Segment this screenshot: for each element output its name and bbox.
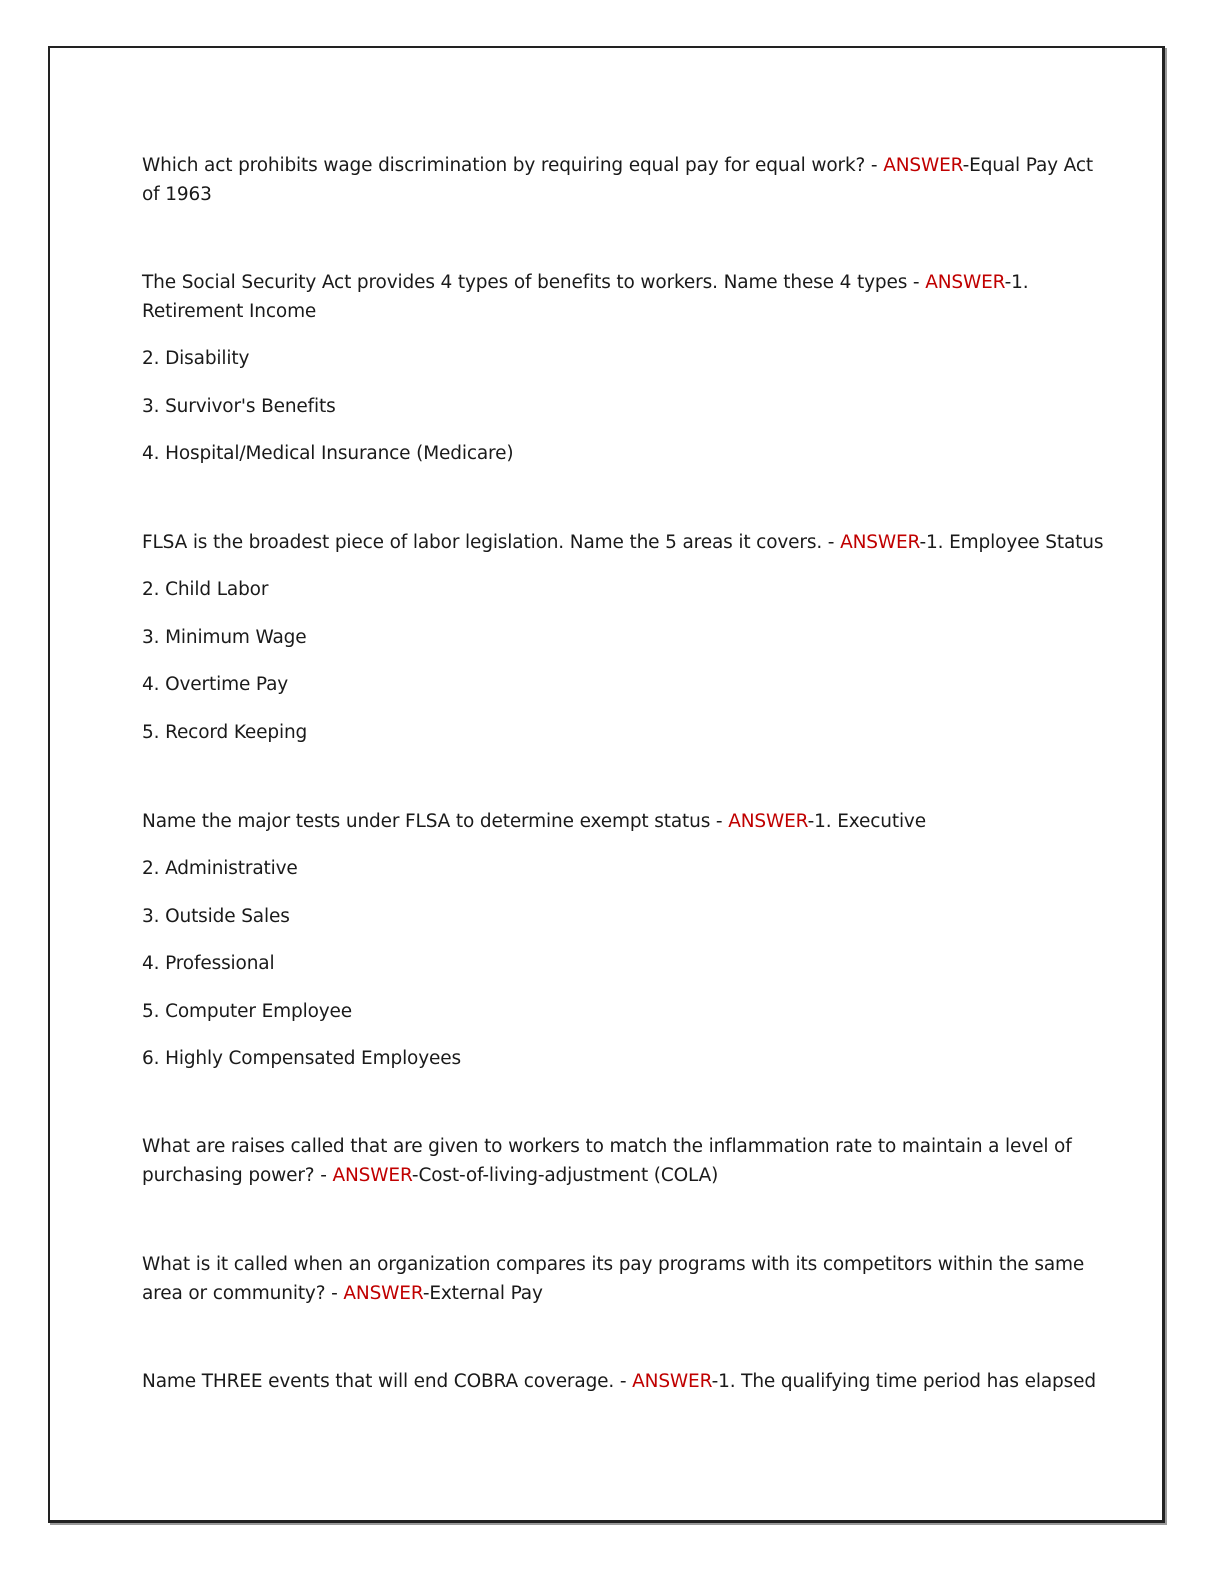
question-4: Name the major tests under FLSA to determine exempt status - ANSWER-1. Executive <box>142 811 926 832</box>
answer-label: ANSWER <box>883 155 963 176</box>
answer-label: ANSWER <box>840 532 920 553</box>
list-item: 3. Minimum Wage <box>142 627 307 648</box>
question-6: What is it called when an organization compares its pay programs with its competitors within the same <box>142 1254 1085 1275</box>
question-3: FLSA is the broadest piece of labor legislation. Name the 5 areas it covers. - ANSWER-1. Employee Status <box>142 532 1104 553</box>
question-7: Name THREE events that will end COBRA coverage. - ANSWER-1. The qualifying time period has elapsed <box>142 1371 1096 1392</box>
list-item: 2. Child Labor <box>142 579 269 600</box>
answer-2-continued: Retirement Income <box>142 301 317 322</box>
answer-label: ANSWER <box>343 1283 423 1304</box>
answer-1-continued: of 1963 <box>142 184 212 205</box>
question-5-continued: purchasing power? - ANSWER-Cost-of-living-adjustment (COLA) <box>142 1165 719 1186</box>
list-item: 4. Overtime Pay <box>142 674 289 695</box>
list-item: 6. Highly Compensated Employees <box>142 1048 461 1069</box>
list-item: 3. Survivor's Benefits <box>142 396 336 417</box>
answer-label: ANSWER <box>632 1371 712 1392</box>
list-item: 4. Hospital/Medical Insurance (Medicare) <box>142 443 514 464</box>
question-6-continued: area or community? - ANSWER-External Pay <box>142 1283 543 1304</box>
list-item: 4. Professional <box>142 953 275 974</box>
question-2: The Social Security Act provides 4 types of benefits to workers. Name these 4 types - ANSWER-1. <box>142 272 1029 293</box>
answer-label: ANSWER <box>728 811 808 832</box>
list-item: 5. Computer Employee <box>142 1001 353 1022</box>
question-1: Which act prohibits wage discrimination by requiring equal pay for equal work? - ANSWER-Equal Pay Act <box>142 155 1093 176</box>
answer-label: ANSWER <box>925 272 1005 293</box>
question-5: What are raises called that are given to workers to match the inflammation rate to maintain a level of <box>142 1136 1072 1157</box>
list-item: 5. Record Keeping <box>142 722 308 743</box>
list-item: 3. Outside Sales <box>142 906 290 927</box>
list-item: 2. Administrative <box>142 858 298 879</box>
list-item: 2. Disability <box>142 348 250 369</box>
answer-label: ANSWER <box>332 1165 412 1186</box>
